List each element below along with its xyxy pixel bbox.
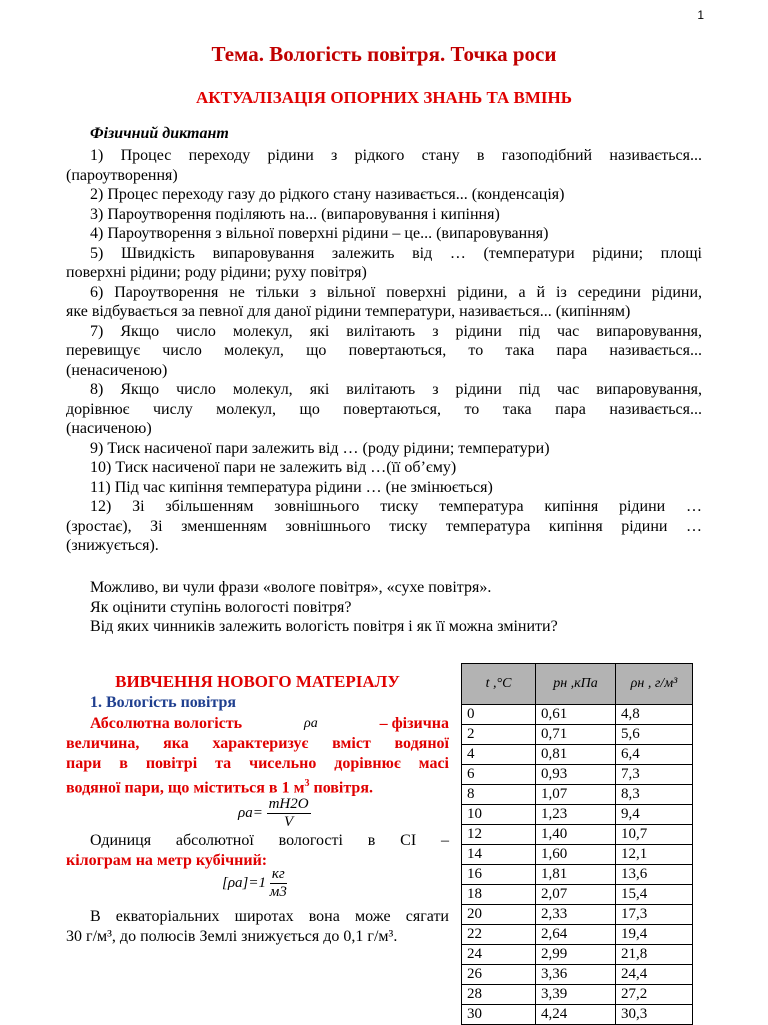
page-title: Тема. Вологість повітря. Точка роси bbox=[211, 42, 557, 66]
table-cell: 0 bbox=[462, 705, 536, 725]
table-row bbox=[462, 765, 693, 785]
question-1: Можливо, ви чули фрази «вологе повітря», «сухе повітря». bbox=[90, 579, 492, 596]
dictation-heading: Фізичний диктант bbox=[90, 125, 229, 142]
section-heading-new-material: ВИВЧЕННЯ НОВОГО МАТЕРІАЛУ bbox=[115, 672, 400, 691]
table-row bbox=[462, 1005, 693, 1025]
table-cell: 10,7 bbox=[616, 825, 693, 845]
table-cell: 24,4 bbox=[616, 965, 693, 985]
table-cell: 0,71 bbox=[536, 725, 616, 745]
equator-line-1: В екваторіальних широтах вона може сягати bbox=[90, 908, 449, 925]
dictation-item-3: 3) Пароутворення поділяють на... (випаровування і кипіння) bbox=[90, 205, 500, 223]
dictation-item-6-cont: яке відбувається за певної для даної рідини температури, називається... (кипінням) bbox=[66, 303, 631, 320]
subsection-heading: 1. Вологість повітря bbox=[90, 694, 237, 711]
table-row bbox=[462, 925, 693, 945]
dictation-item-8: 8) Якщо число молекул, які вилітають з рідини під час випаровування, bbox=[90, 381, 702, 398]
question-2: Як оцінити ступінь вологості повітря? bbox=[90, 599, 352, 616]
dictation-item-1-answer: (пароутворення) bbox=[66, 166, 178, 184]
unit-line-1: Одиниця абсолютної вологості в СІ – bbox=[90, 832, 449, 849]
definition-line-3: пари в повітрі та чисельно дорівнює масі bbox=[66, 755, 449, 772]
table-row bbox=[462, 705, 693, 725]
definition-line-2: величина, яка характеризує вміст водяної bbox=[66, 735, 449, 752]
dictation-item-12-answer: (знижується). bbox=[66, 537, 159, 554]
table-row bbox=[462, 745, 693, 765]
question-3: Від яких чинників залежить вологість повітря і як її можна змінити? bbox=[90, 618, 558, 635]
table-cell: 2,64 bbox=[536, 925, 616, 945]
table-cell: 30,3 bbox=[616, 1005, 693, 1025]
table-cell: 19,4 bbox=[616, 925, 693, 945]
table-cell: 2,33 bbox=[536, 905, 616, 925]
dictation-item-12-cont: (зростає), Зі зменшенням зовнішнього тиску температура кипіння рідини … bbox=[66, 517, 702, 535]
dictation-list bbox=[66, 146, 702, 556]
table-cell: 4,8 bbox=[616, 705, 693, 725]
table-cell: 12,1 bbox=[616, 845, 693, 865]
table-cell: 16 bbox=[462, 865, 536, 885]
table-cell: 17,3 bbox=[616, 905, 693, 925]
table-cell: 30 bbox=[462, 1005, 536, 1025]
definition-line-4: водяної пари, що міститься в 1 $м^3$ повітря. bbox=[66, 778, 373, 797]
dictation-item-9: 9) Тиск насиченої пари залежить від … (роду рідини; температури) bbox=[90, 439, 550, 457]
table-cell: 1,81 bbox=[536, 865, 616, 885]
table-cell: 13,6 bbox=[616, 865, 693, 885]
table-cell: 24 bbox=[462, 945, 536, 965]
dictation-item-12: 12) Зі збільшенням зовнішнього тиску температура кипіння рідини … bbox=[90, 498, 702, 515]
formula-unit: [ρa]=1 $\frac{кг}{м3}$ bbox=[222, 866, 287, 900]
table-cell: 5,6 bbox=[616, 725, 693, 745]
table-body bbox=[462, 705, 693, 1025]
header-density: ρн , г/м³ bbox=[616, 664, 693, 705]
dictation-item-11: 11) Під час кипіння температура рідини … (не змінюється) bbox=[90, 478, 493, 496]
table-row bbox=[462, 865, 693, 885]
dictation-item-7-cont: перевищує число молекул, що повертаються, то така пара називається... bbox=[66, 342, 702, 359]
table-cell: 10 bbox=[462, 805, 536, 825]
table-cell: 15,4 bbox=[616, 885, 693, 905]
table-cell: 12 bbox=[462, 825, 536, 845]
dictation-item-2: 2) Процес переходу газу до рідкого стану називається... (конденсація) bbox=[90, 186, 565, 203]
equator-line-2: 30 г/м³, до полюсів Землі знижується до 0,1 г/м³. bbox=[66, 928, 398, 945]
header-temperature: t ,°C bbox=[462, 664, 536, 705]
definition-paragraph bbox=[66, 714, 449, 798]
dictation-item-7-answer: (ненасиченою) bbox=[66, 361, 168, 379]
formula-absolute-humidity: ρa= $\frac{mH2O}{V}$ bbox=[238, 796, 309, 830]
table-cell: 8,3 bbox=[616, 785, 693, 805]
section-heading-actualization: АКТУАЛІЗАЦІЯ ОПОРНИХ ЗНАНЬ ТА ВМІНЬ bbox=[195, 88, 573, 107]
table-row bbox=[462, 965, 693, 985]
dictation-item-8-answer: (насиченою) bbox=[66, 420, 152, 437]
page-number: 1 bbox=[697, 8, 704, 22]
table-cell: 2 bbox=[462, 725, 536, 745]
table-cell: 0,81 bbox=[536, 745, 616, 765]
table-cell: 0,61 bbox=[536, 705, 616, 725]
table-row bbox=[462, 845, 693, 865]
table-cell: 7,3 bbox=[616, 765, 693, 785]
table-cell: 3,36 bbox=[536, 965, 616, 985]
table-cell: 6 bbox=[462, 765, 536, 785]
table-cell: 18 bbox=[462, 885, 536, 905]
table-row bbox=[462, 805, 693, 825]
table-row bbox=[462, 885, 693, 905]
table-row bbox=[462, 825, 693, 845]
table-cell: 1,60 bbox=[536, 845, 616, 865]
table-cell: 27,2 bbox=[616, 985, 693, 1005]
unit-line-2: кілограм на метр кубічний: bbox=[66, 852, 268, 869]
table-cell: 4,24 bbox=[536, 1005, 616, 1025]
table-cell: 2,99 bbox=[536, 945, 616, 965]
dictation-item-8-cont: дорівнює числу молекул, що повертаються, то така пара називається... bbox=[66, 400, 702, 418]
table-cell: 1,07 bbox=[536, 785, 616, 805]
dictation-item-6: 6) Пароутворення не тільки з вільної поверхні рідини, а й із середини рідини, bbox=[90, 283, 702, 301]
dictation-item-7: 7) Якщо число молекул, які вилітають з рідини під час випаровування, bbox=[90, 322, 702, 340]
table-cell: 1,40 bbox=[536, 825, 616, 845]
table-cell: 22 bbox=[462, 925, 536, 945]
definition-rest: – фізична bbox=[379, 715, 449, 732]
rho-a-symbol: ρa bbox=[304, 716, 318, 731]
dictation-item-10: 10) Тиск насиченої пари не залежить від …(її об’єму) bbox=[90, 459, 457, 476]
table-cell: 3,39 bbox=[536, 985, 616, 1005]
unit-paragraph bbox=[66, 831, 449, 871]
table-cell: 9,4 bbox=[616, 805, 693, 825]
table-row bbox=[462, 905, 693, 925]
table-cell: 21,8 bbox=[616, 945, 693, 965]
table-row bbox=[462, 785, 693, 805]
saturated-vapor-table bbox=[461, 663, 693, 1025]
table-cell: 28 bbox=[462, 985, 536, 1005]
table-row bbox=[462, 985, 693, 1005]
header-pressure: pн ,кПа bbox=[536, 664, 616, 705]
table-row bbox=[462, 945, 693, 965]
table-cell: 26 bbox=[462, 965, 536, 985]
table-cell: 1,23 bbox=[536, 805, 616, 825]
definition-term: Абсолютна вологість bbox=[90, 715, 243, 732]
table-header-row bbox=[462, 664, 693, 705]
dictation-item-1: 1) Процес переходу рідини з рідкого стану в газоподібний називається... bbox=[90, 147, 702, 164]
table-row bbox=[462, 725, 693, 745]
table-cell: 4 bbox=[462, 745, 536, 765]
table-cell: 6,4 bbox=[616, 745, 693, 765]
dictation-item-5-cont: поверхні рідини; роду рідини; руху повітря) bbox=[66, 264, 367, 281]
table-cell: 14 bbox=[462, 845, 536, 865]
equator-paragraph bbox=[66, 907, 449, 947]
table-cell: 8 bbox=[462, 785, 536, 805]
table-cell: 2,07 bbox=[536, 885, 616, 905]
table-cell: 20 bbox=[462, 905, 536, 925]
table-cell: 0,93 bbox=[536, 765, 616, 785]
dictation-item-4: 4) Пароутворення з вільної поверхні рідини – це... (випаровування) bbox=[90, 225, 549, 242]
dictation-item-5: 5) Швидкість випаровування залежить від … (температури рідини; площі bbox=[90, 244, 702, 262]
